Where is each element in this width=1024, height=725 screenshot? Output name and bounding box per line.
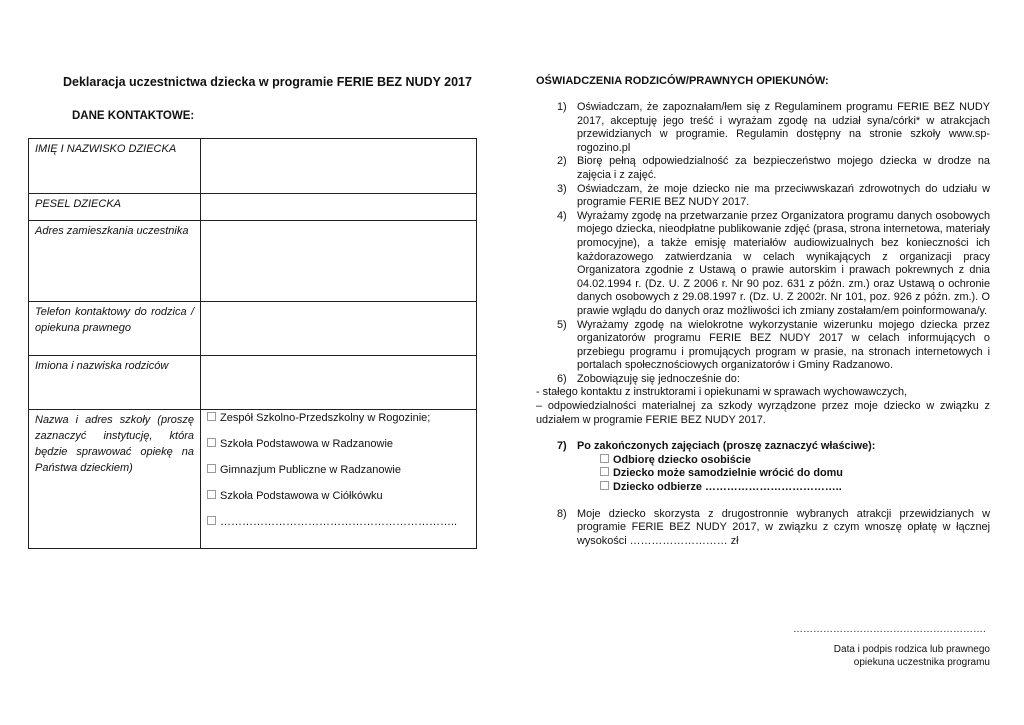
contact-heading: DANE KONTAKTOWE: xyxy=(72,110,195,122)
checkbox-icon[interactable] xyxy=(207,464,216,473)
declaration-item: 2) Biorę pełną odpowiedzialność za bezpieczeństwo mojego dziecka w drodze na zajęcia i z zajęć. xyxy=(557,155,990,181)
payment-item: 8) Moje dziecko skorzysta z drugostronnie wybranych atrakcji przewidzianych w programie FERIE BEZ NUDY 2017, w związku z czym wnoszę opłatę w łącznej wysokości ……………………… zł xyxy=(557,507,990,547)
table-row xyxy=(29,410,477,549)
checkbox-icon[interactable] xyxy=(600,454,609,463)
declaration-item: 3) Oświadczam, że moje dziecko nie ma przeciwwskazań zdrowotnych do udziału w programie FERIE BEZ NUDY 2017. xyxy=(557,182,990,209)
address-field[interactable] xyxy=(201,221,477,302)
checkbox-icon[interactable] xyxy=(600,467,609,476)
table-row xyxy=(29,194,477,221)
pesel-field[interactable] xyxy=(201,194,477,221)
pickup-option[interactable]: Odbiorę dziecko osobiście xyxy=(536,454,990,468)
checkbox-icon[interactable] xyxy=(207,412,216,421)
child-name-field[interactable] xyxy=(201,139,477,194)
declaration-item: 6) Zobowiązuję się jednocześnie do: xyxy=(557,372,740,385)
pickup-question: 7) Po zakończonych zajęciach (proszę zaznaczyć właściwe): xyxy=(557,440,876,453)
row-label-parents: Imiona i nazwiska rodziców xyxy=(29,356,201,410)
school-option[interactable]: Zespół Szkolno-Przedszkolny w Rogozinie; xyxy=(207,412,470,424)
obligation-line: – odpowiedzialności materialnej za szkody wyrządzone przez moje dziecko w związku z udziałem w programie FERIE BEZ NUDY 2017. xyxy=(536,400,990,426)
phone-field[interactable] xyxy=(201,302,477,356)
row-label-child-name: IMIĘ I NAZWISKO DZIECKA xyxy=(29,139,201,194)
school-option[interactable]: ……………………………………………………….. xyxy=(207,516,470,528)
checkbox-icon[interactable] xyxy=(600,481,609,490)
declarations-heading: OŚWIADCZENIA RODZICÓW/PRAWNYCH OPIEKUNÓW: xyxy=(536,75,829,87)
school-option[interactable]: Gimnazjum Publiczne w Radzanowie xyxy=(207,464,470,476)
table-row xyxy=(29,221,477,302)
table-row xyxy=(29,139,477,194)
parents-field[interactable] xyxy=(201,356,477,410)
row-label-phone: Telefon kontaktowy do rodzica / opiekuna prawnego xyxy=(29,302,201,356)
row-label-pesel: PESEL DZIECKA xyxy=(29,194,201,221)
declaration-item: 5) Wyrażamy zgodę na wielokrotne wykorzystanie wizerunku mojego dziecka przez organizatorów programu FERIE BEZ NUDY 2017 w celach informujących o przebiegu programu i promujących program w prasie, na stronach internetowych i portalach społecznościowych organizatorów i Gminy Radzanowo. xyxy=(557,318,990,372)
pickup-option[interactable]: Dziecko odbierze ……………………………….. xyxy=(536,481,990,495)
declaration-item: 4) Wyrażamy zgodę na przetwarzanie przez Organizatora programu danych osobowych mojego dziecka, nieodpłatne publikowanie zdjęć (prasa, strona internetowa, materiały promocyjne), a także emisję materiałów audiowizualnych bez konieczności ich każdorazowego zatwierdzania w celach wynikających z organizacji pracy Organizatora zgodnie z Ustawą o prawie autorskim i prawach pokrewnych z dnia 04.02.1994 r. (Dz. U. Z 2006 r. Nr 90 poz. 631 z późn. zm.) oraz Ustawą o ochronie danych osobowych z 29.08.1997 r. (Dz. U. Z 2002r. Nr 101, poz. 926 z późn. zm.). O prawie wglądu do danych oraz możliwości ich zmiany zostałam/em poinformowana/y. xyxy=(557,209,990,317)
school-options-cell xyxy=(201,410,477,549)
checkbox-icon[interactable] xyxy=(207,438,216,447)
signature-caption: Data i podpis rodzica lub prawnego opiekuna uczestnika programu xyxy=(833,644,990,668)
table-row xyxy=(29,302,477,356)
school-option[interactable]: Szkoła Podstawowa w Radzanowie xyxy=(207,438,470,450)
obligation-line: - stałego kontaktu z instruktorami i opiekunami w sprawach wychowawczych, xyxy=(536,386,908,399)
pickup-option[interactable]: Dziecko może samodzielnie wrócić do domu xyxy=(536,467,990,481)
signature-line[interactable]: …………………………………………………. xyxy=(793,624,986,635)
declaration-item: 1) Oświadczam, że zapoznałam/łem się z Regulaminem programu FERIE BEZ NUDY 2017, akceptuję jego treść i wyrażam zgodę na udział syna/córki* w atrakcjach przewidzianych w programie. Regulamin dostępny na stronie szkoły www.sp-rogozino.pl xyxy=(557,101,990,154)
row-label-address: Adres zamieszkania uczestnika xyxy=(29,221,201,302)
contact-form-table xyxy=(28,138,477,549)
row-label-school: Nazwa i adres szkoły (proszę zaznaczyć instytucję, która będzie sprawować opiekę na Państwa dzieckiem) xyxy=(29,410,201,549)
school-option[interactable]: Szkoła Podstawowa w Ciółkówku xyxy=(207,490,470,502)
document-title: Deklaracja uczestnictwa dziecka w programie FERIE BEZ NUDY 2017 xyxy=(63,75,472,89)
table-row xyxy=(29,356,477,410)
declarations-list xyxy=(536,101,990,548)
checkbox-icon[interactable] xyxy=(207,490,216,499)
checkbox-icon[interactable] xyxy=(207,516,216,525)
